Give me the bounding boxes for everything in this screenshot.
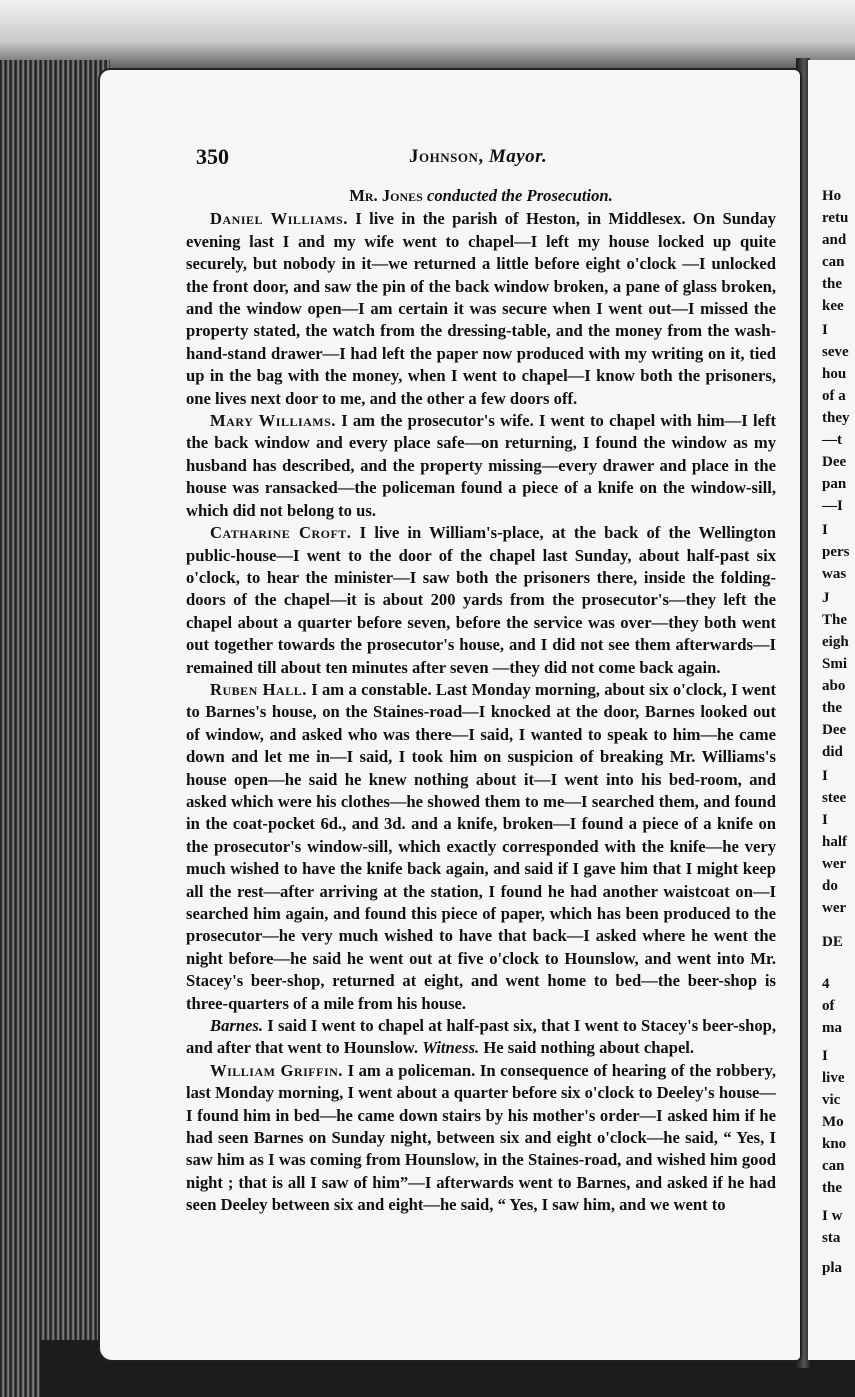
speaker-name: Ruben Hall. <box>210 679 307 699</box>
page-number: 350 <box>196 144 229 169</box>
speaker-name: Catharine Croft. <box>210 523 352 543</box>
facing-page-text-fragment: Dee <box>822 454 847 470</box>
facing-page-text-fragment: Dee <box>822 722 847 738</box>
facing-page-text-fragment: can <box>822 254 845 270</box>
testimony-text: I live in the parish of Heston, in Middlesex. On Sunday evening last I and my wife went to chapel—I left my house locked up quite securely, but nobody in it—we returned a little before eight o'clock —I unlocked the front door, and saw the pin of the back window broken, a pane of glass broken, and the window open—I am certain it was secure when I went out—I missed the property stated, the watch from the dressing-table, and the money from the wash-hand-stand drawer—I had left the paper now produced with my writing on it, tied up in the bag with the money, when I went to chapel—I know both the prisoners, one lives next door to me, and the other a few doors off. <box>186 209 776 408</box>
running-head-name: Johnson, <box>409 146 484 167</box>
facing-page-text-fragment: —I <box>822 498 843 514</box>
testimony-text: I am a constable. Last Monday morning, about six o'clock, I went to Barnes's house, on the Staines-road—I knocked at the door, Barnes looked out of window, and asked who was there—I said, I wanted to speak to him—he came down and let me in—I said, I took him on suspicion of breaking Mr. Williams's house open—he said he knew nothing about it—I went into his bed-room, and asked which were his clothes—he showed them to me—I searched them, and found in the coat-pocket 6d., and 3d. and a knife, broken—I found a piece of a knife on the prosecutor's window-sill, which exactly corresponded with the knife—he very much wished to have the knife back again, and said if I gave him that I might keep all the rest—after arriving at the station, I found he had another waistcoat on—I searched him again, and found this piece of paper, which has been produced to the prosecutor—he very much wished to have that back—I asked where he went the night before—he said he went out at five o'clock to Hounslow, and went into Mr. Stacey's beer-shop, returned at eight, and went home to bed—the beer-shop is three-quarters of a mile from his house. <box>186 679 776 1013</box>
intro-name: Mr. Jones <box>349 186 423 205</box>
facing-page-text-fragment: of a <box>822 388 846 404</box>
facing-page-text-fragment: I <box>822 322 828 338</box>
testimony-paragraph <box>186 1060 776 1217</box>
facing-page-text-fragment: the <box>822 1180 842 1196</box>
testimony-text: I am a policeman. In consequence of hearing of the robbery, last Monday morning, I went about a quarter before six o'clock to Deeley's house—I found him in bed—he came down stairs by his mother's order—I asked him if he had seen Barnes on Sunday night, between six and eight o'clock—he said, “ Yes, I saw him as I was coming from Hounslow, in the Staines-road, and wished him good night ; that is all I saw of him”—I afterwards went to Barnes, and asked if he had seen Deeley between six and eight—he said, “ Yes, I saw him, and we went to <box>186 1060 776 1215</box>
facing-page-text-fragment: Mo <box>822 1114 844 1130</box>
testimony-paragraph <box>186 1015 776 1060</box>
running-head-title: Mayor. <box>488 146 548 167</box>
testimony-text-tail: He said nothing about chapel. <box>483 1038 695 1058</box>
facing-page-text-fragment: they <box>822 410 850 426</box>
facing-page-text-fragment: pers <box>822 544 850 560</box>
facing-page-text-fragment: hou <box>822 366 847 382</box>
facing-page-text-fragment: the <box>822 276 842 292</box>
facing-page-text-fragment: wer <box>822 900 847 916</box>
facing-page-text-fragment: The <box>822 612 848 628</box>
testimony-paragraph <box>186 208 776 410</box>
testimony-paragraph <box>186 410 776 522</box>
intro-line <box>186 185 776 207</box>
facing-page-text-fragment: eigh <box>822 634 849 650</box>
facing-page-text-fragment: J <box>822 590 830 606</box>
speaker-name: Mary Williams. <box>210 411 336 431</box>
facing-page-text-fragment: kee <box>822 298 844 314</box>
facing-page-text-fragment: the <box>822 700 842 716</box>
running-head <box>409 146 547 168</box>
scan-background-top <box>0 0 855 70</box>
facing-page-text-fragment: vic <box>822 1092 841 1108</box>
facing-page-text-fragment: sta <box>822 1230 841 1246</box>
facing-page-text-fragment: DE <box>822 934 843 950</box>
facing-page-text-fragment: —t <box>822 432 842 448</box>
facing-page-text-fragment: ma <box>822 1020 842 1036</box>
page-header <box>100 144 800 174</box>
facing-page-text-fragment: live <box>822 1070 845 1086</box>
facing-page-text-fragment: pan <box>822 476 847 492</box>
facing-page-text-fragment: abo <box>822 678 846 694</box>
facing-page-text-fragment: did <box>822 744 843 760</box>
facing-page-text-fragment: retu <box>822 210 849 226</box>
facing-page-text-fragment: Smi <box>822 656 848 672</box>
speaker-name: William Griffin. <box>210 1060 343 1080</box>
facing-page-text-fragment: of <box>822 998 835 1014</box>
facing-page-text-fragment: kno <box>822 1136 847 1152</box>
facing-page-text-fragment: I w <box>822 1208 843 1224</box>
speaker-name: Daniel Williams. <box>210 209 348 229</box>
book-page-edges-left <box>0 60 110 1397</box>
witness-label: Witness. <box>422 1038 480 1058</box>
testimony-text: I said I went to chapel at half-past six, that I went to Stacey's beer-shop, and after that went to Hounslow. <box>186 1016 776 1058</box>
testimony-paragraph <box>186 679 776 1015</box>
facing-page-text-fragment: seve <box>822 344 849 360</box>
testimony-text: I am the prosecutor's wife. I went to chapel with him—I left the back window and every place safe—on returning, I found the window as my husband has described, and the property missing—every drawer and place in the house was ransacked—the policeman found a piece of a knife on the window-sill, which did not belong to us. <box>186 411 776 520</box>
prisoner-name: Barnes. <box>210 1016 264 1036</box>
facing-page-text-fragment: wer <box>822 856 847 872</box>
facing-page-text-fragment: and <box>822 232 847 248</box>
testimony-paragraph <box>186 522 776 679</box>
facing-page-text-fragment: 4 <box>822 976 830 992</box>
facing-page-text-fragment: do <box>822 878 838 894</box>
book-page <box>100 70 800 1360</box>
facing-page-text-fragment: I <box>822 812 828 828</box>
facing-page-text-fragment: stee <box>822 790 847 806</box>
facing-page-text-fragment: I <box>822 1048 828 1064</box>
facing-page-text-fragment: was <box>822 566 847 582</box>
facing-page-text-fragment: half <box>822 834 848 850</box>
facing-page-text-fragment: I <box>822 522 828 538</box>
facing-page-text-fragment: pla <box>822 1260 843 1276</box>
facing-page-text-fragment: I <box>822 768 828 784</box>
intro-text: conducted the Prosecution. <box>427 186 613 205</box>
facing-page-fragment <box>808 60 855 1360</box>
testimony-text: I live in William's-place, at the back of the Wellington public-house—I went to the door of the chapel last Sunday, about half-past six o'clock, to hear the minister—I saw both the prisoners there, inside the folding-doors of the chapel—it is about 200 yards from the prosecutor's—they left the chapel about a quarter before seven, before the service was over—they both went out together towards the prosecutor's house, and I did not see them afterwards—I remained till about ten minutes after seven —they did not come back again. <box>186 523 777 677</box>
facing-page-text-fragment: can <box>822 1158 845 1174</box>
page-body <box>186 185 776 1217</box>
facing-page-text-fragment: Ho <box>822 188 842 204</box>
